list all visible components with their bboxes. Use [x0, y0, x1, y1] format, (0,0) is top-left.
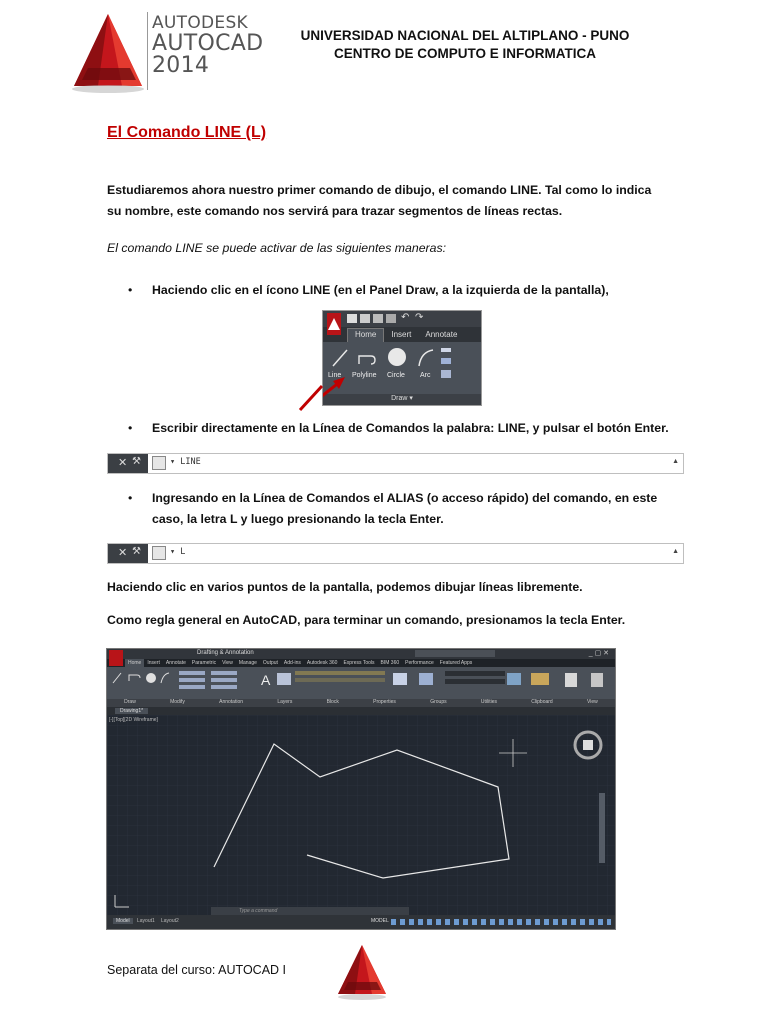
b1-bold2: Panel Draw	[369, 283, 436, 297]
tab-home[interactable]: Home	[347, 328, 384, 342]
command-placeholder: Type a command	[239, 908, 278, 914]
b2-part3: .	[665, 421, 669, 435]
acad-app-menu-icon[interactable]	[109, 650, 123, 666]
panel-utilities[interactable]: Utilities	[480, 699, 498, 705]
b3-bold3: Enter	[409, 512, 441, 526]
b2-part1: Escribir directamente en la Línea de Comandos la palabra:	[152, 421, 498, 435]
bullet-dot: •	[128, 421, 133, 435]
command-line-grip[interactable]	[108, 544, 148, 563]
footer-text: Separata del curso: AUTOCAD I	[107, 963, 287, 977]
institution-heading	[270, 27, 660, 63]
command-text: LINE	[180, 457, 201, 467]
command-history-arrow-icon[interactable]: ▲	[672, 548, 679, 555]
bullet-dot: •	[128, 283, 133, 297]
wrench-icon[interactable]: ⚒	[132, 546, 141, 557]
command-line-grip[interactable]	[108, 454, 148, 473]
acad-tab-insert[interactable]: Insert	[147, 660, 160, 666]
command-line-input[interactable]: ▾ LINE	[170, 457, 201, 467]
undo-icon[interactable]: ↶	[401, 312, 410, 323]
intro-part1: Estudiaremos ahora nuestro primer comando de dibujo, el comando	[107, 183, 511, 197]
rule-bold2: Enter	[591, 613, 622, 627]
status-toggle-icons[interactable]	[391, 919, 611, 925]
wrench-icon[interactable]: ⚒	[132, 456, 141, 467]
panel-modify[interactable]: Modify	[170, 699, 185, 705]
command-line-example-1	[107, 453, 684, 474]
paragraph-click-points: Haciendo clic en varios puntos de la pantalla, podemos dibujar líneas libremente.	[107, 580, 583, 594]
command-prompt-icon	[152, 546, 166, 560]
b1-bold1: LINE	[302, 283, 331, 297]
tool-line-label[interactable]: Line	[328, 372, 342, 379]
tool-circle-label[interactable]: Circle	[387, 372, 405, 379]
b1-part2: (en el	[330, 283, 370, 297]
command-text: L	[180, 547, 186, 557]
b2-part2: , y pulsar el botón	[525, 421, 635, 435]
file-tab-bar	[107, 707, 615, 715]
acad-search-box[interactable]	[415, 650, 495, 657]
layout-tab-model[interactable]: Model	[113, 918, 133, 924]
bullet-item-3	[128, 488, 668, 530]
tool-polyline-label[interactable]: Polyline	[352, 372, 377, 379]
acad-status-bar	[107, 915, 615, 929]
b3-part3: y luego presionando la tecla	[237, 512, 410, 526]
center-name: CENTRO DE COMPUTO E INFORMATICA	[334, 46, 596, 61]
redo-icon[interactable]: ↷	[415, 312, 424, 323]
brand-line3: 2014	[152, 53, 210, 78]
acad-tab-featured[interactable]: Featured Apps	[439, 660, 473, 666]
acad-ribbon-tool-icons	[107, 667, 615, 699]
panel-view[interactable]: View	[586, 699, 598, 705]
acad-panel-titles	[107, 699, 615, 707]
model-space-indicator[interactable]: MODEL	[371, 918, 389, 924]
layout-tab-layout1[interactable]: Layout1	[137, 918, 155, 924]
viewport-label[interactable]: [-][Top][2D Wireframe]	[109, 717, 158, 723]
acad-tab-manage[interactable]: Manage	[238, 660, 257, 666]
university-name: UNIVERSIDAD NACIONAL DEL ALTIPLANO - PUNO	[300, 28, 630, 43]
drawing-canvas-svg	[107, 715, 615, 915]
draw-panel-title[interactable]: Draw ▾	[323, 394, 481, 405]
workspace-selector[interactable]: Drafting & Annotation	[197, 650, 254, 656]
floating-command-line[interactable]	[211, 907, 409, 915]
brand-text	[152, 14, 263, 77]
panel-properties[interactable]: Properties	[373, 699, 396, 705]
acad-ribbon-tabs	[125, 659, 475, 667]
panel-groups[interactable]: Groups	[430, 699, 447, 705]
brand-line1: AUTODESK	[152, 13, 249, 33]
drawing-file-tab[interactable]: Drawing1*	[115, 708, 148, 714]
b2-bold1: LINE	[497, 421, 526, 435]
b3-part2: (o acceso rápido) del comando, en este caso, la letra	[152, 491, 658, 526]
rule-part1: Como regla general en	[107, 613, 243, 627]
command-line-example-2	[107, 543, 684, 564]
b3-bold1: ALIAS	[386, 491, 424, 505]
bullet-item-1	[128, 280, 668, 301]
command-history-arrow-icon[interactable]: ▲	[672, 458, 679, 465]
ways-heading: El comando LINE se puede activar de las siguientes maneras:	[107, 241, 447, 255]
tab-insert[interactable]: Insert	[391, 330, 412, 339]
svg-text:A: A	[261, 672, 271, 688]
acad-tab-view[interactable]: View	[222, 660, 233, 666]
autocad-logo-icon	[68, 10, 148, 94]
layout-tab-layout2[interactable]: Layout2	[161, 918, 179, 924]
bullet-item-2	[128, 418, 668, 439]
acad-tab-parametric[interactable]: Parametric	[191, 660, 217, 666]
ribbon-draw-panel	[322, 310, 482, 406]
red-arrow-icon	[298, 378, 328, 412]
b3-part1: Ingresando en la Línea de Comandos el	[152, 491, 387, 505]
autocad-footer-logo-icon	[334, 942, 390, 1002]
panel-block[interactable]: Block	[326, 699, 339, 705]
acad-tab-performance[interactable]: Performance	[405, 660, 434, 666]
acad-ribbon-body	[107, 667, 615, 707]
tab-annotate[interactable]: Annotate	[425, 330, 458, 339]
acad-tab-home[interactable]: Home	[125, 659, 144, 667]
paragraph-general-rule	[107, 610, 667, 631]
command-prompt-icon	[152, 456, 166, 470]
intro-bold1: LINE	[510, 183, 539, 197]
panel-layers[interactable]: Layers	[277, 699, 293, 705]
b1-part3: , a la izquierda de la pantalla),	[435, 283, 609, 297]
command-line-input[interactable]: ▾ L	[170, 547, 186, 557]
bullet-dot: •	[128, 491, 133, 505]
b3-bold2: L	[229, 512, 238, 526]
rule-part2: , para terminar un comando, presionamos la tecla	[297, 613, 592, 627]
acad-tab-express[interactable]: Express Tools	[343, 660, 375, 666]
drawing-canvas[interactable]	[107, 715, 615, 915]
brand-line2: AUTOCAD	[152, 31, 264, 56]
acad-tab-output[interactable]: Output	[262, 660, 278, 666]
draw-panel-label: Draw	[391, 395, 408, 402]
panel-annotation[interactable]: Annotation	[219, 699, 244, 705]
acad-tab-autodesk360[interactable]: Autodesk 360	[306, 660, 338, 666]
b1-part1: Haciendo clic en el ícono	[152, 283, 303, 297]
panel-clipboard[interactable]: Clipboard	[531, 699, 553, 705]
intro-part2: . Tal como lo indica su nombre, este comando nos servirá para trazar segmentos de líneas rectas.	[107, 183, 652, 218]
b2-bold2: Enter	[634, 421, 666, 435]
close-icon[interactable]: ✕	[118, 457, 128, 469]
acad-tab-bim360[interactable]: BIM 360	[380, 660, 400, 666]
panel-draw[interactable]: Draw	[124, 699, 136, 705]
window-controls[interactable]: _ ▢ ✕	[588, 650, 609, 657]
autocad-window-screenshot	[106, 648, 616, 930]
tool-arc-label[interactable]: Arc	[420, 372, 431, 379]
intro-paragraph	[107, 180, 667, 222]
header-divider	[147, 12, 148, 90]
b3-part4: .	[440, 512, 444, 526]
acad-tab-addins[interactable]: Add-ins	[283, 660, 301, 666]
close-icon[interactable]: ✕	[118, 547, 128, 559]
rule-part3: .	[621, 613, 626, 627]
acad-tab-annotate[interactable]: Annotate	[165, 660, 186, 666]
section-title: El Comando LINE (L)	[107, 124, 267, 141]
rule-bold1: AutoCAD	[242, 613, 298, 627]
pointer-arrow-icon	[323, 311, 481, 405]
acad-title-bar	[107, 649, 615, 659]
